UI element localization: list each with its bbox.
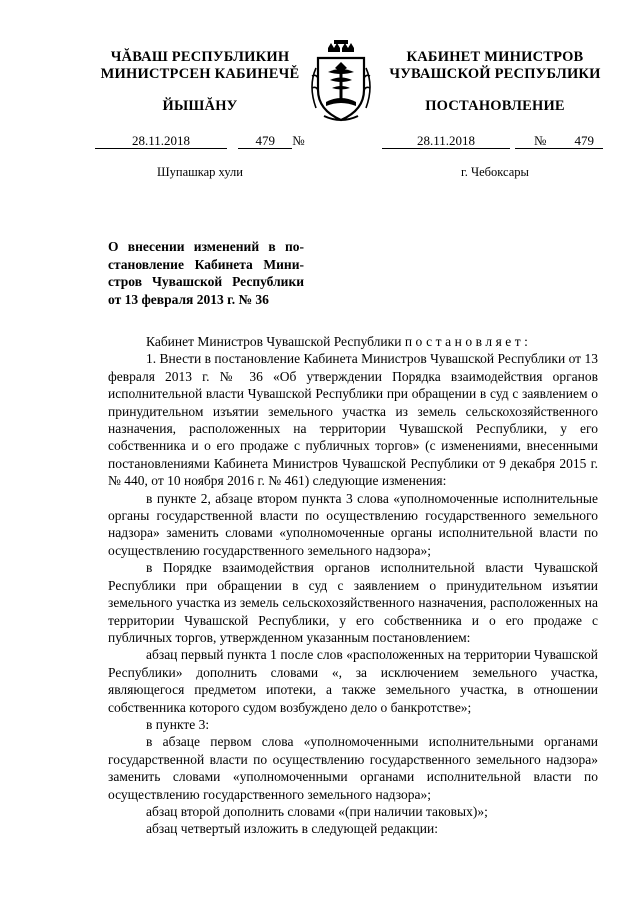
subject-line3: стров Чувашской Республики (108, 274, 304, 289)
document-body (108, 333, 598, 838)
body-paragraph-8: абзац четвертый изложить в следующей редакции: (146, 821, 438, 837)
left-org-line2: МИНИСТРСЕН КАБИНЕЧĚ (100, 66, 300, 82)
right-registration-line (382, 133, 612, 151)
subject-line1: О внесении изменений в по- (108, 239, 304, 254)
right-place-name: г. Чебоксары (461, 165, 529, 179)
coat-of-arms-icon (306, 40, 376, 122)
intro-spaced: постановляет: (404, 334, 532, 349)
body-paragraph-1: 1. Внести в постановление Кабинета Министров Чувашской Республики от 13 февраля 2013 г. № 36 «Об утверждении Порядка взаимодействия органов исполнительной власти Чувашской Республики при обращении в суд с заявлением о принудительном изъятии земельного участка из земель сельскохозяйственного назначения, расположенных на территории Чувашской Республики, у его собственника и о его продаже с публичных торгов» (с изменениями, внесенными постановлениями Кабинета Министров Чувашской Республики от 9 декабря 2015 г. № 440, от 10 ноября 2016 г. № 461) следующие изменения: (108, 351, 598, 489)
right-number-sign: № (534, 133, 547, 148)
right-reg-number: 479 (565, 133, 603, 149)
right-organization-name (380, 49, 610, 83)
right-org-line1: КАБИНЕТ МИНИСТРОВ (406, 49, 584, 65)
left-document-type: ЙЫШĂНУ (162, 98, 238, 114)
right-number-sign-cell (515, 133, 565, 149)
body-paragraph-6: в абзаце первом слова «уполномоченными исполнительными органами государственной власти по осуществлению государственного земельного надзора» заменить словами «уполномоченными органами исполнительной власти по осуществлению государственного земельного надзора»; (108, 734, 598, 802)
left-organization-name (95, 49, 305, 83)
right-org-line2: ЧУВАШСКОЙ РЕСПУБЛИКИ (389, 66, 601, 82)
left-reg-date: 28.11.2018 (95, 133, 227, 149)
left-registration-line (95, 133, 310, 151)
right-document-type: ПОСТАНОВЛЕНИЕ (425, 98, 565, 114)
subject-line4: от 13 февраля 2013 г. № 36 (108, 291, 269, 307)
left-number-sign: № (292, 133, 305, 148)
subject-line2: становление Кабинета Мини- (108, 256, 304, 272)
left-place-name: Шупашкар хули (157, 165, 243, 179)
document-subject (108, 238, 304, 308)
body-paragraph-4: абзац первый пункта 1 после слов «расположенных на территории Чувашской Республики» дополнить словами «, за исключением земельного участка, являющегося предметом ипотеки, а также земельного участка, в отношении собственника которого судом возбуждено дело о банкротстве»; (108, 647, 598, 715)
body-paragraph-7: абзац второй дополнить словами «(при наличии таковых)»; (146, 803, 488, 819)
body-paragraph-5: в пункте 3: (146, 716, 210, 732)
intro-text: Кабинет Министров Чувашской Республики (146, 334, 402, 349)
left-reg-number: 479 (238, 133, 292, 149)
body-intro (108, 333, 598, 350)
left-org-line1: ЧĂВАШ РЕСПУБЛИКИН (110, 49, 290, 65)
body-paragraph-2: в пункте 2, абзаце втором пункта 3 слова «уполномоченные исполнительные органы государственной власти по осуществлению государственного земельного надзора» заменить словами «уполномоченные органы исполнительной власти по осуществлению государственного земельного надзора»; (108, 490, 598, 558)
body-paragraph-3: в Порядке взаимодействия органов исполнительной власти Чувашской Республики при обращении в суд с заявлением о принудительном изъятии земельного участка из земель сельскохозяйственного назначения, расположенных на территории Чувашской Республики, у его собственника и о его продаже с публичных торгов, утвержденном указанным постановлением: (108, 560, 598, 645)
right-reg-date: 28.11.2018 (382, 133, 510, 149)
